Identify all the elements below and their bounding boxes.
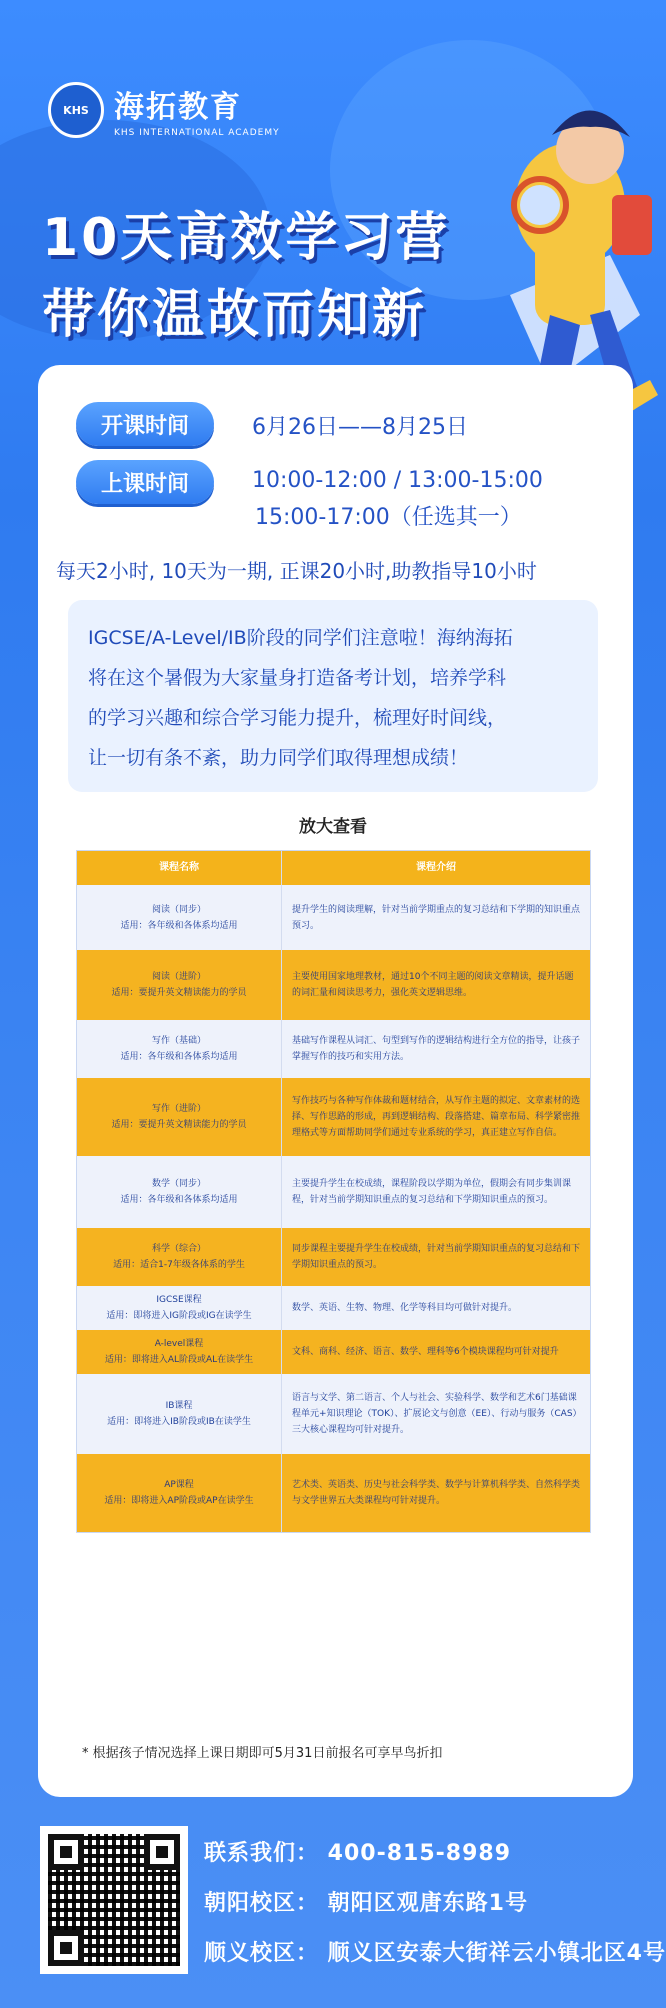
course-name-cell [77, 1228, 282, 1286]
course-desc: 主要使用国家地理教材，通过10个不同主题的阅读文章精读，提升话题的词汇量和阅读思考力，强化英文逻辑思维。 [292, 972, 574, 998]
course-name: IGCSE课程 [156, 1295, 202, 1305]
contact-campus1: 朝阳校区： 朝阳区观唐东路1号 [204, 1891, 528, 1916]
course-desc: 基础写作课程从词汇、句型到写作的逻辑结构进行全方位的指导，让孩子掌握写作的技巧和实用方法。 [292, 1036, 581, 1062]
course-target: 适用：各年级和各体系均适用 [120, 920, 238, 931]
course-desc: 语言与文学、第二语言、个人与社会、实验科学、数学和艺术6门基础课程单元+知识理论（TOK）、扩展论文与创意（EE）、行动与服务（CAS）三大核心课程均可针对提升。 [292, 1393, 578, 1435]
footnote: * 根据孩子情况选择上课日期即可5月31日前报名可享早鸟折扣 [82, 1746, 443, 1761]
header-course-name: 课程名称 [77, 851, 282, 885]
intro-line: IGCSE/A-Level/IB阶段的同学们注意啦！海纳海拓 [88, 627, 513, 649]
course-name: 数学（同步） [151, 1179, 206, 1189]
brand-name-en: KHS INTERNATIONAL ACADEMY [114, 128, 280, 138]
course-target: 适用：适合1-7年级各体系的学生 [113, 1260, 245, 1270]
course-target: 适用：要提升英文精读能力的学员 [111, 988, 247, 998]
course-name-cell [77, 1330, 282, 1374]
logo-badge: KHS [48, 82, 104, 138]
intro-box [68, 600, 598, 792]
course-name-cell [77, 1078, 282, 1156]
course-target: 适用：即将进入IG阶段或IG在读学生 [106, 1311, 252, 1321]
headline-line2: 带你温故而知新 [42, 285, 428, 345]
course-desc: 数学、英语、生物、物理、化学等科目均可做针对提升。 [292, 1303, 518, 1313]
contact-phone: 联系我们： 400-815-8989 [204, 1841, 511, 1866]
course-desc: 同步课程主要提升学生在校成绩，针对当前学期知识重点的复习总结和下学期知识重点的预习。 [292, 1244, 581, 1270]
course-period-label: 开课时间 [76, 402, 214, 446]
table-row [77, 1020, 590, 1078]
table-row [77, 1228, 590, 1286]
course-name-cell [77, 1374, 282, 1454]
headline-line1: 10天高效学习营 [42, 208, 451, 268]
course-table [76, 850, 591, 1533]
table-row [77, 1330, 590, 1374]
class-time-label: 上课时间 [76, 460, 214, 504]
course-name: IB课程 [165, 1401, 193, 1411]
intro-line: 的学习兴趣和综合学习能力提升，梳理好时间线， [88, 707, 507, 729]
qr-code [40, 1826, 188, 1974]
course-target: 适用：即将进入AL阶段或AL在读学生 [104, 1355, 254, 1365]
brand-name-cn: 海拓教育 [114, 90, 242, 125]
course-name: 写作（进阶） [151, 1104, 206, 1114]
course-name: A-level课程 [154, 1339, 204, 1349]
brand-logo [48, 82, 280, 138]
course-name: 阅读（进阶） [151, 972, 206, 982]
course-name: AP课程 [164, 1480, 194, 1490]
contact-campus2: 顺义校区： 顺义区安泰大街祥云小镇北区4号 [204, 1941, 666, 1966]
class-time-line2: 15:00-17:00（任选其一） [255, 505, 522, 530]
table-header [77, 851, 590, 885]
class-time-line1: 10:00-12:00 / 13:00-15:00 [252, 468, 543, 493]
course-target: 适用：即将进入AP阶段或AP在读学生 [104, 1496, 254, 1506]
course-desc: 提升学生的阅读理解，针对当前学期重点的复习总结和下学期的知识重点预习。 [292, 904, 581, 931]
header-course-desc: 课程介绍 [416, 862, 456, 873]
table-row [77, 885, 590, 950]
table-row [77, 950, 590, 1020]
course-summary: 每天2小时, 10天为一期, 正课20小时,助教指导10小时 [56, 559, 537, 583]
course-desc: 艺术类、英语类、历史与社会科学类、数学与计算机科学类、自然科学类与文学世界五大类课程均可针对提升。 [292, 1480, 581, 1506]
course-name-cell [77, 1454, 282, 1532]
course-name-cell [77, 1286, 282, 1330]
course-target: 适用：各年级和各体系均适用 [120, 1052, 238, 1062]
course-name: 写作（基础） [151, 1036, 206, 1046]
table-row [77, 1374, 590, 1454]
table-row [77, 1286, 590, 1330]
course-target: 适用：要提升英文精读能力的学员 [111, 1120, 247, 1130]
table-row [77, 1078, 590, 1156]
course-desc: 写作技巧与各种写作体裁和题材结合，从写作主题的拟定、文章素材的选择、写作思路的形成，再到逻辑结构、段落搭建、篇章布局、科学紧密推理格式等方面帮助同学们通过专业系统的学习，真正建立写作自信。 [292, 1096, 581, 1138]
table-row [77, 1156, 590, 1228]
course-name-cell [77, 1020, 282, 1078]
course-desc: 主要提升学生在校成绩，课程阶段以学期为单位，假期会有同步集训课程，针对当前学期知识重点的复习总结和下学期知识重点的预习。 [292, 1179, 572, 1205]
course-name: 科学（综合） [151, 1244, 206, 1254]
zoom-title: 放大查看 [299, 817, 367, 837]
course-name-cell [77, 950, 282, 1020]
course-name: 阅读（同步） [151, 904, 206, 915]
course-target: 适用：即将进入IB阶段或IB在读学生 [107, 1417, 251, 1427]
intro-line: 将在这个暑假为大家量身打造备考计划，培养学科 [88, 667, 507, 689]
intro-line: 让一切有条不紊，助力同学们取得理想成绩！ [88, 747, 469, 769]
table-row [77, 1454, 590, 1532]
course-name-cell [77, 885, 282, 950]
course-period-value: 6月26日——8月25日 [252, 415, 468, 440]
course-name-cell [77, 1156, 282, 1228]
course-target: 适用：各年级和各体系均适用 [120, 1195, 238, 1205]
course-desc: 文科、商科、经济、语言、数学、理科等6个模块课程均可针对提升 [292, 1347, 559, 1357]
